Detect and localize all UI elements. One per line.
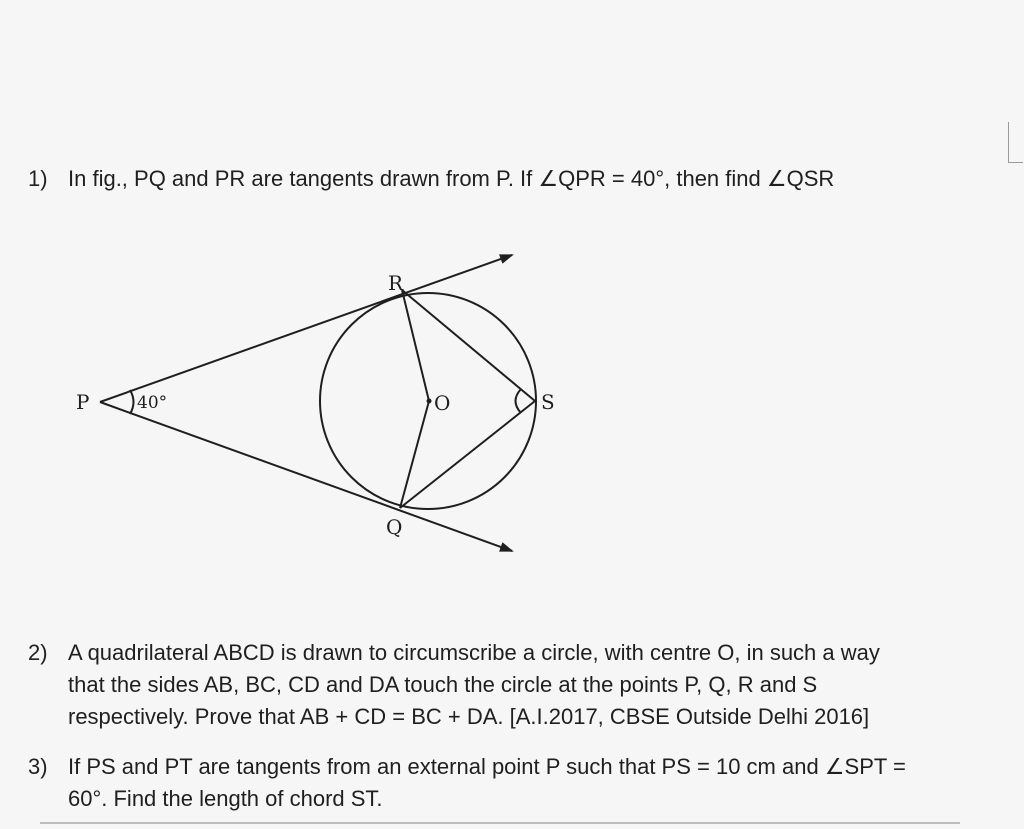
angle-label-40: 40° xyxy=(137,393,168,413)
question-1-text: In fig., PQ and PR are tangents drawn from P. If ∠QPR = 40°, then find ∠QSR xyxy=(68,166,835,191)
radius-or xyxy=(402,290,429,401)
tangent-pr xyxy=(100,255,512,402)
label-q: Q xyxy=(386,515,403,539)
angle-arc-s xyxy=(516,389,522,413)
page-corner-mark xyxy=(1008,122,1023,163)
question-2-number: 2) xyxy=(28,640,48,665)
angle-arc-p xyxy=(130,390,134,414)
question-3-number: 3) xyxy=(28,754,48,779)
label-o: O xyxy=(434,391,451,415)
question-3-text xyxy=(68,751,988,815)
label-r: R xyxy=(388,271,404,295)
label-s: S xyxy=(541,390,555,414)
question-3-line: If PS and PT are tangents from an external point P such that PS = 10 cm and ∠SPT = xyxy=(68,754,906,779)
tangent-pq xyxy=(100,402,512,551)
tangent-circle-figure xyxy=(60,230,580,570)
centre-dot xyxy=(427,399,432,404)
radius-oq xyxy=(400,401,429,508)
question-1-number: 1) xyxy=(28,166,48,191)
question-2-text xyxy=(68,637,988,733)
question-2-line: A quadrilateral ABCD is drawn to circumscribe a circle, with centre O, in such a way xyxy=(68,640,880,665)
question-3-line: 60°. Find the length of chord ST. xyxy=(68,786,383,811)
chord-qs xyxy=(400,401,535,508)
question-2-line: respectively. Prove that AB + CD = BC + DA. [A.I.2017, CBSE Outside Delhi 2016] xyxy=(68,704,870,729)
question-2-line: that the sides AB, BC, CD and DA touch the circle at the points P, Q, R and S xyxy=(68,672,818,697)
label-p: P xyxy=(76,390,90,414)
chord-rs xyxy=(402,290,535,401)
page-bottom-rule xyxy=(40,822,960,824)
